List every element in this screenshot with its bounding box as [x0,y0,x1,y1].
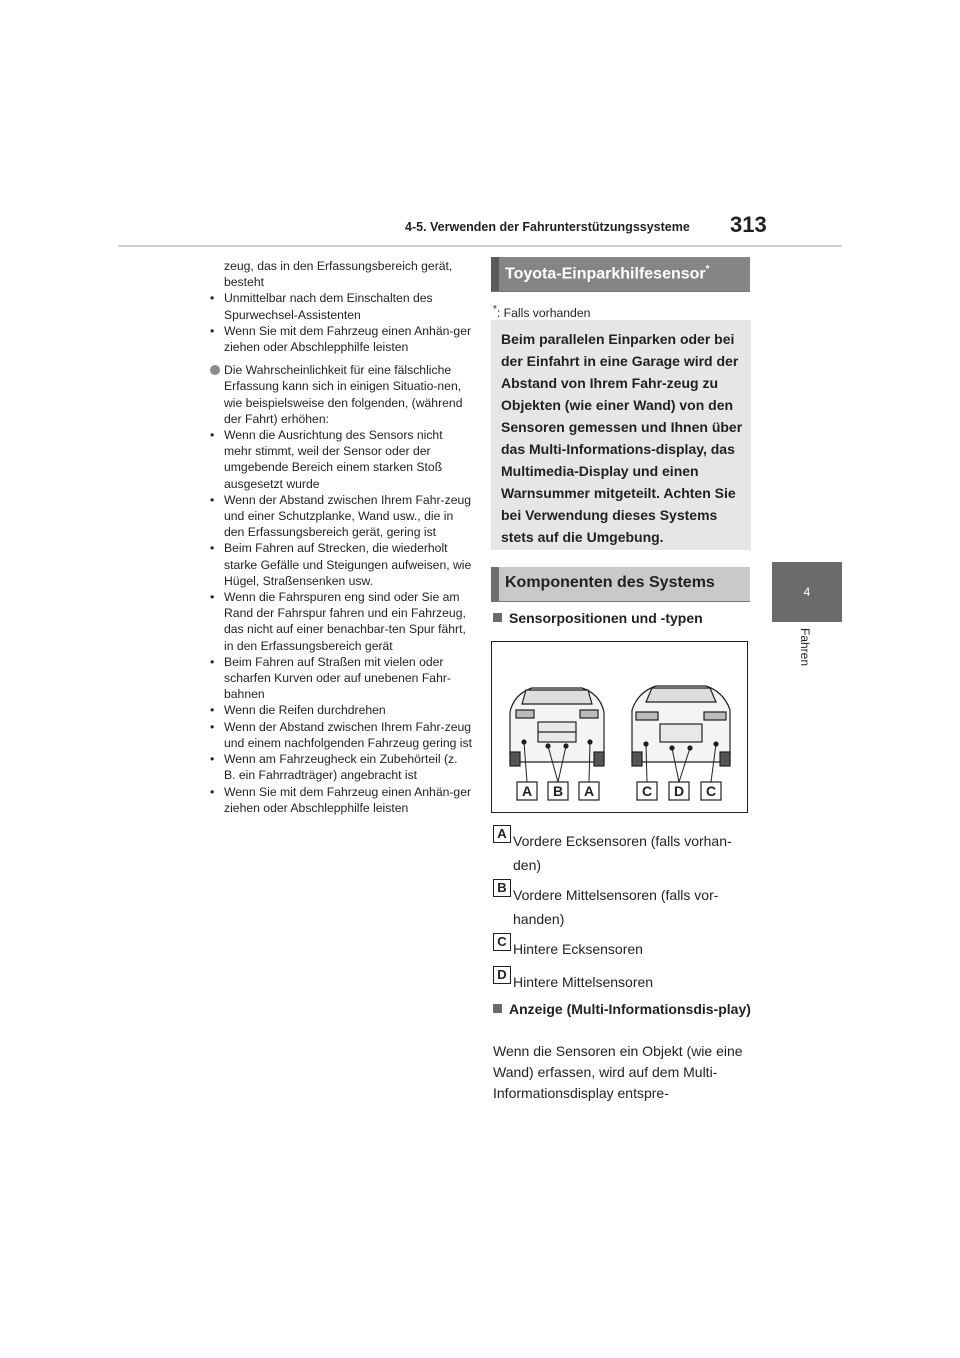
legend-key: B [493,879,511,897]
circle-bullet-icon [210,365,220,375]
footnote-star: * [493,304,497,315]
figure-label: A [521,783,533,799]
list-item: • Wenn die Ausrichtung des Sensors nicht mehr stimmt, weil der Sensor oder der umgebende Bereich einem starken Stoß ausgesetzt wurde [210,427,472,492]
title-text: Toyota-Einparkhilfesensor [505,265,706,283]
list-item: • Unmittelbar nach dem Einschalten des Spurwechsel-Assistenten [210,290,472,322]
legend-text: Vordere Ecksensoren (falls vorhan-den) [513,833,732,873]
header-divider [118,245,842,247]
legend-text: Hintere Ecksensoren [513,941,643,957]
section-title-text [505,264,710,283]
legend-text: Vordere Mittelsensoren (falls vor-handen) [513,887,719,927]
chapter-tab: 4 [772,562,842,622]
legend-text: Hintere Mittelsensoren [513,974,654,990]
running-header: 4-5. Verwenden der Fahrunterstützungssysteme [405,220,690,234]
page-number: 313 [730,212,767,237]
body-text: Wenn die Sensoren ein Objekt (wie eine Wand) erfassen, wird auf dem Multi-Informationsdisplay entspre- [493,1043,743,1101]
legend-key: A [493,825,511,843]
circle-paragraph-text: Die Wahrscheinlichkeit für eine fälschliche Erfassung kann sich in einigen Situatio-nen, wie beispielsweise den folgenden, (während der Fahrt) erhöhen: [224,363,463,426]
legend-item [493,826,745,877]
legend-item [493,934,745,961]
figure-label-boxes [517,782,721,800]
figure-label: C [705,783,717,799]
square-bullet-icon [493,1004,502,1013]
list-item: • Wenn der Abstand zwischen Ihrem Fahr-zeug und einem nachfolgenden Fahrzeug gering ist [210,719,472,751]
legend-key: D [493,966,511,984]
list-item: • Beim Fahren auf Strecken, die wiederholt starke Gefälle und Steigungen aufweisen, wie Hügel, Straßensenken usw. [210,540,472,589]
footnote-text: : Falls vorhanden [496,306,591,321]
subheading-text: Anzeige (Multi-Informationsdis-play) [509,1001,751,1017]
figure-label: B [552,783,564,799]
figure-label: A [583,783,595,799]
list-item: • Wenn die Fahrspuren eng sind oder Sie am Rand der Fahrspur fahren und ein Fahrzeug, das nicht auf einer benachbar-ten Spur fährt, in den Erfassungsbereich gerät [210,589,472,654]
square-bullet-icon [493,613,502,622]
section-title-parking-sensor [491,257,750,292]
list-item: • Wenn Sie mit dem Fahrzeug einen Anhän-ger ziehen oder Abschlepphilfe leisten [210,784,472,816]
section-title-components [491,567,750,602]
circle-paragraph [210,362,472,427]
continuation-text: zeug, das in den Erfassungsbereich gerät, besteht [224,259,453,290]
figure-label: C [641,783,653,799]
legend-key: C [493,933,511,951]
subheading-sensor-positions [493,609,703,627]
list-item: • Beim Fahren auf Straßen mit vielen oder scharfen Kurven oder auf unebenen Fahr-bahnen [210,654,472,703]
legend-item [493,967,745,994]
list-item: • Wenn am Fahrzeugheck ein Zubehörteil (z. B. ein Fahrradträger) angebracht ist [210,751,472,783]
list-item: • Wenn der Abstand zwischen Ihrem Fahr-zeug und einer Schutzplanke, Wand usw., die in den Erfassungsbereich gerät, gering ist [210,492,472,541]
section-title-text: Komponenten des Systems [505,574,715,591]
legend-item [493,880,745,931]
list-item: • Wenn die Reifen durchdrehen [210,702,472,718]
intro-box [491,320,751,550]
car-diagram [492,642,749,814]
sensor-position-figure [491,641,748,813]
figure-label: D [673,783,685,799]
chapter-label: Fahren [798,628,812,667]
title-bar-accent [491,567,499,601]
subheading-display [493,1000,751,1018]
footnote [493,304,590,320]
list-item: • Wenn Sie mit dem Fahrzeug einen Anhän-ger ziehen oder Abschlepphilfe leisten [210,323,472,355]
title-star: * [705,264,710,275]
title-bar-accent [491,257,499,291]
left-column [210,258,472,816]
subheading-text: Sensorpositionen und -typen [509,610,703,626]
intro-text: Beim parallelen Einparken oder bei der Einfahrt in eine Garage wird der Abstand von Ihrem Fahr-zeug zu Objekten (wie einer Wand) von den Sensoren gemessen und Ihnen über das Multi-Informations-display, das Multimedia-Display und einen Warnsummer mitgeteilt. Achten Sie bei Verwendung dieses Systems stets auf die Umgebung. [501,331,743,545]
